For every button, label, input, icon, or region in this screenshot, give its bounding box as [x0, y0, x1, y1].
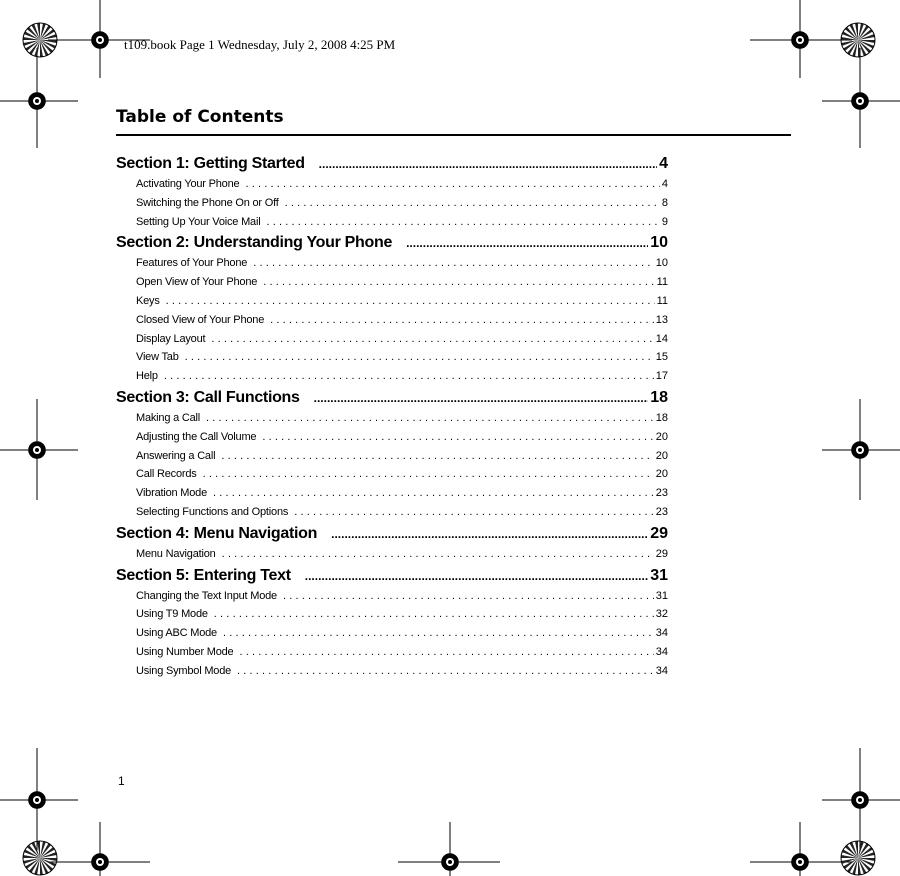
toc-entry-row[interactable]	[116, 412, 668, 431]
section-page-number: 10	[650, 234, 668, 252]
leader-dots	[263, 276, 654, 288]
entry-title: Changing the Text Input Mode	[136, 589, 277, 602]
entry-title: Setting Up Your Voice Mail	[136, 215, 261, 228]
leader-dots	[294, 506, 654, 518]
entry-page-number: 11	[656, 294, 668, 307]
entry-page-number: 20	[655, 468, 668, 481]
entry-title: Features of Your Phone	[136, 257, 248, 270]
entry-title: Using Number Mode	[136, 645, 234, 658]
leader-dots	[206, 412, 654, 424]
toc-entry-row[interactable]	[116, 468, 668, 487]
entry-title: Answering a Call	[136, 449, 216, 462]
entry-page-number: 11	[656, 276, 668, 289]
leader-dots	[406, 237, 648, 249]
entry-title: Display Layout	[136, 332, 206, 345]
entry-title: Making a Call	[136, 411, 201, 424]
running-header: t109.book Page 1 Wednesday, July 2, 2008 4:25 PM	[124, 37, 396, 52]
entry-title: Activating Your Phone	[136, 178, 240, 190]
leader-dots	[221, 450, 653, 462]
toc-entry-row[interactable]	[116, 548, 668, 567]
crosshair-target-icon	[822, 399, 900, 500]
toc-entry-row[interactable]	[116, 627, 668, 646]
entry-page-number: 18	[655, 411, 668, 424]
section-page-number: 31	[650, 566, 668, 584]
crosshair-target-icon	[822, 748, 900, 850]
toc-entry-row[interactable]	[116, 370, 668, 389]
entry-page-number: 9	[661, 215, 668, 228]
toc-entry-row[interactable]	[116, 665, 668, 684]
toc-entry-row[interactable]	[116, 646, 668, 665]
leader-dots	[266, 216, 659, 228]
section-title: Section 2: Understanding Your Phone	[116, 234, 393, 252]
entry-title: Switching the Phone On or Off	[136, 196, 279, 209]
entry-title: Closed View of Your Phone	[136, 313, 265, 326]
entry-title: Using ABC Mode	[136, 627, 217, 640]
entry-page-number: 20	[655, 449, 668, 462]
entry-title: Open View of Your Phone	[136, 276, 258, 289]
section-page-number: 18	[650, 388, 668, 406]
section-page-number: 29	[650, 524, 668, 542]
crosshair-target-icon	[398, 822, 500, 876]
entry-page-number: 29	[655, 547, 668, 560]
radial-starburst-icon	[23, 23, 57, 57]
toc-section-row[interactable]	[116, 234, 668, 257]
entry-page-number: 4	[661, 178, 668, 190]
entry-page-number: 10	[655, 257, 668, 270]
crosshair-target-icon	[48, 822, 150, 876]
entry-page-number: 31	[655, 589, 668, 602]
entry-title: View Tab	[136, 351, 179, 364]
entry-page-number: 32	[655, 608, 668, 621]
leader-dots	[185, 351, 654, 363]
toc-entry-row[interactable]	[116, 487, 668, 506]
toc-entry-row[interactable]	[116, 178, 668, 197]
crosshair-target-icon	[822, 48, 900, 148]
leader-dots	[222, 548, 654, 560]
toc-section-row[interactable]	[116, 567, 668, 590]
entry-page-number: 20	[655, 430, 668, 443]
leader-dots	[285, 197, 660, 209]
leader-dots	[214, 608, 654, 620]
section-title: Section 1: Getting Started	[116, 155, 305, 172]
toc-entry-row[interactable]	[116, 608, 668, 627]
section-page-number: 4	[659, 155, 668, 172]
leader-dots	[314, 392, 649, 404]
toc-entry-row[interactable]	[116, 295, 668, 314]
crosshair-target-icon	[0, 748, 78, 850]
entry-page-number: 15	[655, 351, 668, 364]
toc-entry-row[interactable]	[116, 216, 668, 235]
toc-section-row[interactable]	[116, 525, 668, 548]
crosshair-target-icon	[0, 48, 78, 148]
entry-title: Selecting Functions and Options	[136, 505, 289, 518]
leader-dots	[270, 314, 654, 326]
leader-dots	[331, 528, 648, 540]
title-rule	[116, 134, 791, 136]
page-title: Table of Contents	[116, 107, 284, 127]
leader-dots	[283, 590, 654, 602]
toc-entry-row[interactable]	[116, 450, 668, 469]
section-title: Section 3: Call Functions	[116, 388, 300, 406]
leader-dots	[305, 570, 648, 582]
radial-starburst-icon	[23, 841, 57, 875]
toc-entry-row[interactable]	[116, 197, 668, 216]
toc-entry-row[interactable]	[116, 333, 668, 352]
toc-entry-row[interactable]	[116, 314, 668, 333]
entry-title: Keys	[136, 294, 160, 307]
entry-page-number: 14	[655, 332, 668, 345]
leader-dots	[237, 665, 654, 677]
page-number: 1	[118, 774, 125, 788]
toc-entry-row[interactable]	[116, 351, 668, 370]
toc-section-row[interactable]	[116, 389, 668, 412]
toc-entry-row[interactable]	[116, 431, 668, 450]
leader-dots	[319, 158, 657, 170]
crosshair-target-icon	[0, 399, 78, 500]
entry-page-number: 34	[655, 627, 668, 640]
toc-entry-row[interactable]	[116, 590, 668, 609]
leader-dots	[262, 431, 653, 443]
leader-dots	[245, 178, 659, 190]
entry-title: Help	[136, 370, 158, 383]
toc-section-row[interactable]	[116, 155, 668, 178]
entry-page-number: 23	[655, 505, 668, 518]
entry-title: Vibration Mode	[136, 487, 207, 500]
entry-title: Menu Navigation	[136, 547, 216, 560]
radial-starburst-icon	[841, 841, 875, 875]
toc-entry-row[interactable]	[116, 276, 668, 295]
section-title: Section 5: Entering Text	[116, 566, 291, 584]
entry-page-number: 34	[655, 664, 668, 677]
leader-dots	[164, 370, 654, 382]
entry-title: Adjusting the Call Volume	[136, 430, 257, 443]
entry-title: Using T9 Mode	[136, 608, 208, 621]
radial-starburst-icon	[841, 23, 875, 57]
crosshair-target-icon	[750, 822, 852, 876]
leader-dots	[239, 646, 653, 658]
leader-dots	[253, 257, 654, 269]
toc-entry-row[interactable]	[116, 506, 668, 525]
entry-page-number: 23	[655, 487, 668, 500]
section-title: Section 4: Menu Navigation	[116, 524, 318, 542]
table-of-contents	[116, 155, 668, 684]
entry-title: Using Symbol Mode	[136, 664, 232, 677]
crosshair-target-icon	[750, 0, 852, 78]
entry-page-number: 8	[661, 196, 668, 209]
entry-page-number: 13	[655, 313, 668, 326]
entry-page-number: 17	[655, 370, 668, 383]
leader-dots	[203, 468, 654, 480]
leader-dots	[223, 627, 654, 639]
toc-entry-row[interactable]	[116, 257, 668, 276]
leader-dots	[166, 295, 655, 307]
entry-title: Call Records	[136, 468, 197, 481]
leader-dots	[211, 333, 653, 345]
leader-dots	[213, 487, 654, 499]
entry-page-number: 34	[655, 645, 668, 658]
